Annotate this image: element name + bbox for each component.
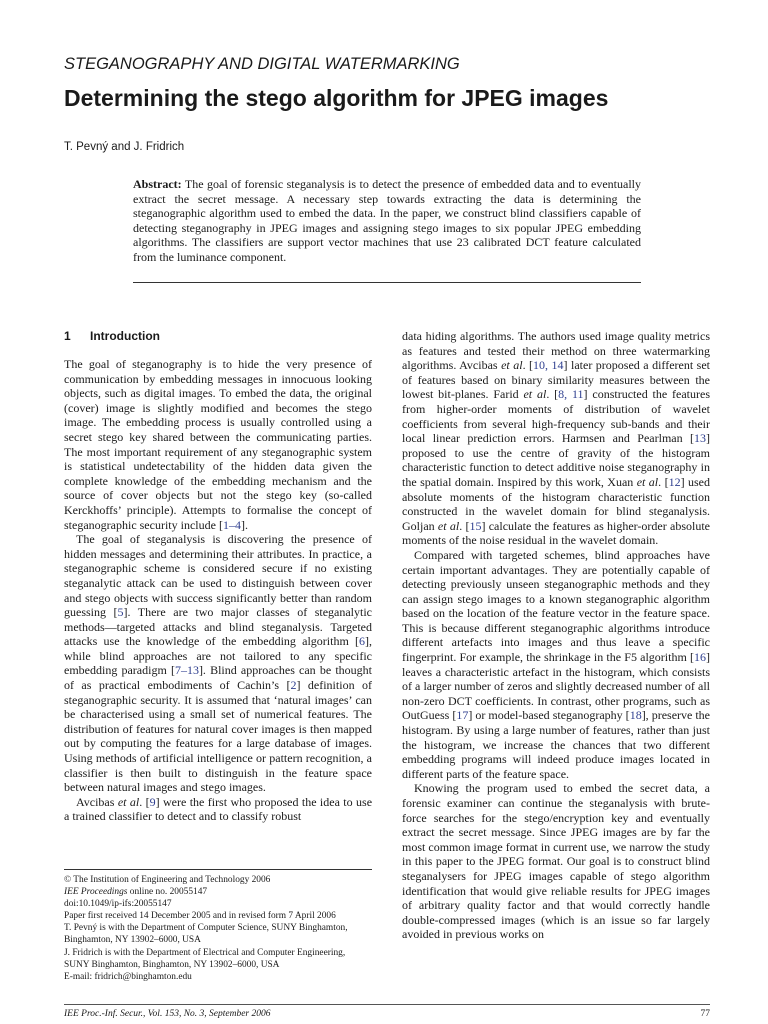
proceedings-note: IEE Proceedings online no. 20055147 — [64, 887, 208, 898]
footer-divider — [64, 1004, 710, 1005]
abstract — [133, 177, 641, 265]
intro-paragraph-3: Avcibas et al. [9] were the first who proposed the idea to use a trained classifier to detect and to classify robust — [64, 794, 373, 824]
authors: T. Pevný and J. Fridrich — [64, 141, 185, 153]
author-affiliation-2: J. Fridrich is with the Department of Electrical and Computer Engineering, SUNY Binghamton, Binghamton, NY 13902–6000, USA — [64, 947, 346, 970]
intro-paragraph-1: The goal of steganography is to hide the very presence of communication by embedding messages in innocuous looking objects, such as digital images. To embed the data, the original (cover) image is slightly modified and becomes the stego image. The embedding process is usually controlled using a secret stego key shared between the communicating parties. The most important requirement of any steganographic system is statistical undetectability of the hidden data given the complete knowledge of the embedding mechanism and the source of cover objects but not the stego key (so-called Kerckhoffs’ principle). Attempts to formalise the concept of steganographic security include [1–4]. — [64, 357, 372, 532]
intro-paragraph-2: The goal of steganalysis is discovering the presence of hidden messages and determining their attributes. In practice, a steganographic scheme is considered secure if no existing steganalytic attack can be used to distinguish between cover and stego objects with success significantly better than random guessing [5]. There are two major classes of steganalytic methods—targeted attacks and blind steganalysis. Targeted attacks use the knowledge of the embedding algorithm [6], while blind approaches are not tailored to any specific embedding paradigm [7–13]. Blind approaches can be thought of as practical embodiments of Cachin’s [2] definition of steganographic security. It is assumed that ‘natural images’ can be characterised using a small set of numerical features. The distribution of features for natural cover images is then mapped out by computing the features for a large database of images. Using methods of artificial intelligence or pattern recognition, a classifier is then built to distinguish in the feature space between natural images and stego images. — [64, 532, 372, 795]
citation-link[interactable]: 7–13 — [174, 663, 199, 678]
citation-link[interactable]: 9 — [149, 794, 156, 809]
citation-link[interactable]: 16 — [694, 650, 706, 665]
abstract-label: Abstract: — [133, 177, 182, 191]
citation-link[interactable]: 18 — [629, 708, 642, 723]
citation-link[interactable]: 8, 11 — [558, 387, 584, 402]
copyright-notice: © The Institution of Engineering and Technology 2006 — [64, 875, 271, 885]
intro-paragraph-6: Knowing the program used to embed the secret data, a forensic examiner can continue the steganalysis with brute-force searches for the stego/encryption key and eventually extract the secret message. Since JPEG images are by far the most common image format in current use, we narrow the study in this paper to the JPEG format. Our goal is to construct blind steganalysers for JPEG images capable of stego algorithm identification that would give reliable results for JPEG images of arbitrary quality factor and that would correctly handle double-compressed images (which is an issue so far largely avoided in previous works on — [402, 781, 710, 942]
contact-email[interactable]: E-mail: fridrich@binghamton.edu — [64, 971, 192, 982]
right-column — [402, 329, 710, 942]
citation-link[interactable]: 1–4 — [222, 517, 241, 532]
citation-link[interactable]: 12 — [668, 474, 681, 489]
left-column — [64, 329, 372, 824]
citation-link[interactable]: 13 — [694, 431, 706, 446]
intro-paragraph-4: data hiding algorithms. The authors used image quality metrics as features and tested their method on three watermarking algorithms. Avcibas et al. [10, 14] later proposed a different set of features based on binary similarity measures between the lowest bit-planes. Farid et al. [8, 11] constructed the features from higher-order moments of distribution of wavelet coefficients from several high-frequency sub-bands and their local linear prediction errors. Harmsen and Pearlman [13] proposed to use the centre of gravity of the histogram characteristic function to detect additive noise steganography in the spatial domain. Inspired by this work, Xuan et al. [12] used absolute moments of the histogram characteristic function constructed in the wavelet domain for blind steganalysis. Goljan et al. [15] calculate the features as higher-order absolute moments of the noise residual in the wavelet domain. — [402, 329, 710, 548]
citation-link[interactable]: 2 — [290, 678, 297, 693]
journal-section-label: STEGANOGRAPHY AND DIGITAL WATERMARKING — [64, 55, 460, 73]
footnotes — [64, 868, 372, 983]
abstract-divider — [133, 282, 641, 283]
doi: doi:10.1049/ip-ifs:20055147 — [64, 899, 172, 910]
citation-link[interactable]: 5 — [117, 605, 124, 620]
page-number: 77 — [700, 1009, 710, 1019]
abstract-text: The goal of forensic steganalysis is to detect the presence of embedded data and to eventually extract the secret message. A necessary step towards extracting the data is determining the steganographic algorithm used to embed the data. In the paper, we construct blind classifiers capable of detecting steganography in JPEG images and assigning stego images to six popular JPEG embedding algorithms. The classifiers are support vector machines that use 23 calibrated DCT feature calculated from the luminance component. — [133, 177, 641, 264]
received-date: Paper first received 14 December 2005 and in revised form 7 April 2006 — [64, 911, 336, 922]
citation-link[interactable]: 10, 14 — [533, 358, 564, 373]
journal-citation: IEE Proc.-Inf. Secur., Vol. 153, No. 3, September 2006 — [64, 1009, 271, 1019]
section-heading — [64, 329, 372, 345]
citation-link[interactable]: 15 — [469, 518, 482, 533]
intro-paragraph-5: Compared with targeted schemes, blind approaches have certain important advantages. They are potentially capable of detecting previously unseen steganographic methods and they can assign stego images to a known steganographic algorithm based on the location of the feature vector in the feature space. This is because different steganographic algorithms introduce different artefacts into images and thus leave a specific fingerprint. For example, the shrinkage in the F5 algorithm [16] leaves a characteristic artefact in the histogram, which consists of a larger number of zeros and slightly decreased number of all non-zero DCT coefficients. In contrast, other programs, such as OutGuess [17] or model-based steganography [18], preserve the histogram. By using a large number of features, rather than just the histogram, we increase the chances that two different embedding programs will indeed produce images located in different parts of the feature space. — [402, 547, 711, 781]
author-affiliation-1: T. Pevný is with the Department of Computer Science, SUNY Binghamton, Binghamton, NY 13902–6000, USA — [64, 923, 348, 946]
citation-link[interactable]: 17 — [456, 708, 469, 723]
section-title: Introduction — [90, 329, 160, 343]
citation-link[interactable]: 6 — [359, 634, 365, 649]
section-number: 1 — [64, 329, 71, 343]
paper-title: Determining the stego algorithm for JPEG images — [64, 85, 609, 111]
